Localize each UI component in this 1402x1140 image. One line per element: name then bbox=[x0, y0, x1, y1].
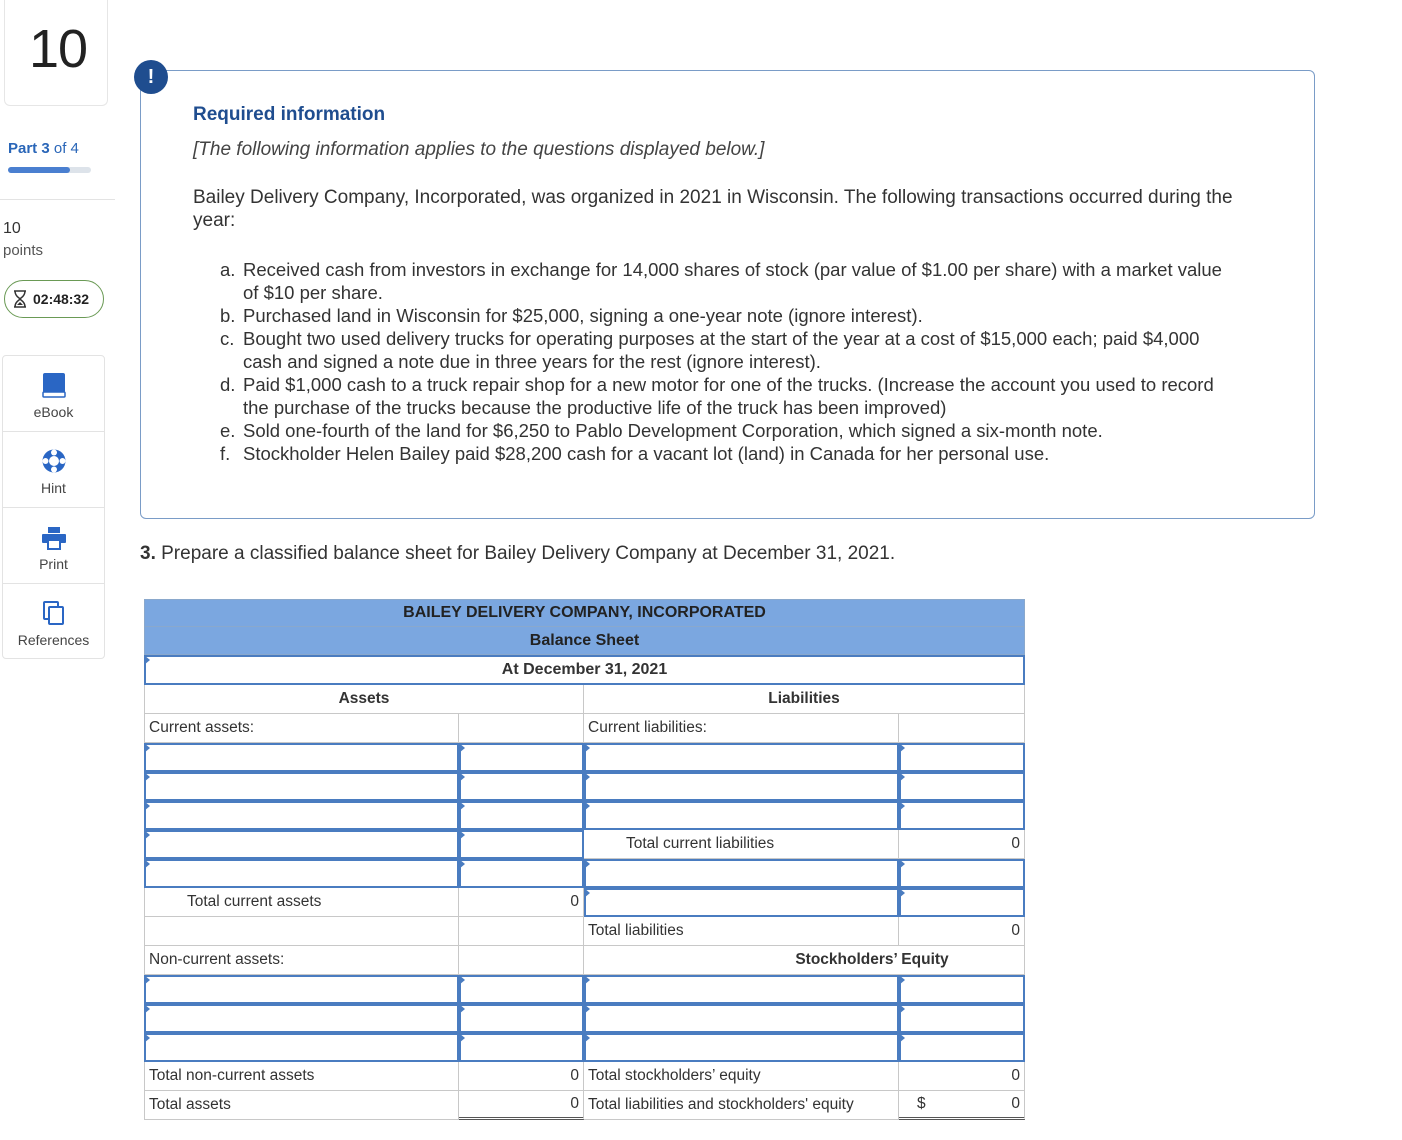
references-button[interactable] bbox=[3, 584, 104, 660]
non-current-asset-account-input[interactable] bbox=[144, 1033, 459, 1062]
hourglass-icon bbox=[13, 290, 27, 308]
hint-label: Hint bbox=[41, 479, 66, 496]
non-current-asset-amount-input[interactable] bbox=[459, 975, 584, 1004]
total-current-assets-value: 0 bbox=[459, 888, 584, 917]
current-asset-amount-input[interactable] bbox=[459, 801, 584, 830]
current-asset-account-input[interactable] bbox=[144, 859, 459, 888]
current-liability-account-input[interactable] bbox=[584, 743, 899, 772]
sidebar-divider bbox=[0, 199, 115, 200]
print-button[interactable] bbox=[3, 508, 104, 584]
balance-sheet-table bbox=[144, 599, 1025, 1120]
ebook-label: eBook bbox=[33, 403, 74, 420]
equity-amount-input[interactable] bbox=[899, 975, 1025, 1004]
statement-name-header: Balance Sheet bbox=[144, 627, 1025, 655]
total-assets-value: 0 bbox=[459, 1091, 584, 1120]
noncurrent-liability-account-input[interactable] bbox=[584, 859, 899, 888]
book-icon bbox=[42, 372, 66, 398]
current-liability-amount-input[interactable] bbox=[899, 801, 1025, 830]
transaction-item: f. Stockholder Helen Bailey paid $28,200 cash for a vacant lot (land) in Canada for her personal use. bbox=[220, 443, 1050, 464]
required-information-title: Required information bbox=[193, 104, 386, 125]
total-non-current-assets-value: 0 bbox=[459, 1062, 584, 1091]
transaction-item: e. Sold one-fourth of the land for $6,250 to Pablo Development Corporation, which signed a six-month note. bbox=[220, 420, 1103, 441]
equity-account-input[interactable] bbox=[584, 1004, 899, 1033]
stockholders-equity-header: Stockholders’ Equity bbox=[584, 946, 1025, 975]
required-information-subtitle: [The following information applies to the questions displayed below.] bbox=[193, 139, 765, 160]
question-text: Prepare a classified balance sheet for Bailey Delivery Company at December 31, 2021. bbox=[155, 543, 896, 564]
current-liability-amount-input[interactable] bbox=[899, 772, 1025, 801]
total-assets-label: Total assets bbox=[144, 1091, 459, 1120]
transaction-item: c. Bought two used delivery trucks for operating purposes at the start of the year at a cost of $15,000 each; paid $4,000 cash and signed a note due in three years for the rest (ignore interest). bbox=[220, 328, 1200, 372]
current-asset-amount-input[interactable] bbox=[459, 772, 584, 801]
current-liability-amount-input[interactable] bbox=[899, 743, 1025, 772]
points-label: points bbox=[3, 242, 44, 259]
tool-panel bbox=[2, 355, 105, 659]
lifebuoy-icon bbox=[41, 448, 67, 474]
ebook-button[interactable] bbox=[3, 356, 104, 432]
non-current-asset-account-input[interactable] bbox=[144, 975, 459, 1004]
part-current: 3 bbox=[41, 140, 50, 157]
non-current-asset-amount-input[interactable] bbox=[459, 1033, 584, 1062]
current-asset-amount-input[interactable] bbox=[459, 830, 584, 859]
current-asset-amount-input[interactable] bbox=[459, 743, 584, 772]
copy-icon bbox=[42, 600, 66, 626]
part-word: Part bbox=[8, 140, 38, 157]
part-indicator bbox=[8, 140, 79, 157]
total-liabilities-value: 0 bbox=[899, 917, 1025, 946]
part-progress-bar bbox=[8, 167, 91, 173]
liabilities-header: Liabilities bbox=[584, 685, 1025, 714]
references-label: References bbox=[17, 632, 90, 648]
non-current-assets-label: Non-current assets: bbox=[144, 946, 459, 975]
equity-amount-input[interactable] bbox=[899, 1033, 1025, 1062]
empty-cell bbox=[144, 917, 459, 946]
equity-account-input[interactable] bbox=[584, 975, 899, 1004]
transaction-list bbox=[220, 258, 1240, 465]
current-asset-amount-input[interactable] bbox=[459, 859, 584, 888]
noncurrent-liability-account-input[interactable] bbox=[584, 888, 899, 917]
empty-cell bbox=[459, 917, 584, 946]
timer-pill[interactable] bbox=[4, 280, 104, 318]
total-current-assets-label: Total current assets bbox=[144, 888, 459, 917]
current-liability-account-input[interactable] bbox=[584, 772, 899, 801]
statement-date-field[interactable]: At December 31, 2021 bbox=[144, 655, 1025, 685]
empty-cell bbox=[459, 946, 584, 975]
current-asset-account-input[interactable] bbox=[144, 772, 459, 801]
transaction-item: d. Paid $1,000 cash to a truck repair shop for a new motor for one of the trucks. (Increase the account you used to record the purchase of the trucks because the productive life of the truck has been improved) bbox=[220, 374, 1214, 418]
empty-cell bbox=[459, 714, 584, 743]
current-asset-account-input[interactable] bbox=[144, 743, 459, 772]
current-asset-account-input[interactable] bbox=[144, 830, 459, 859]
part-total: of 4 bbox=[53, 140, 79, 157]
total-liabilities-label: Total liabilities bbox=[584, 917, 899, 946]
company-name-header: BAILEY DELIVERY COMPANY, INCORPORATED bbox=[144, 599, 1025, 627]
total-stockholders-equity-value: 0 bbox=[899, 1062, 1025, 1091]
total-current-liabilities-label: Total current liabilities bbox=[584, 830, 899, 859]
total-liabilities-and-equity-label: Total liabilities and stockholders' equity bbox=[584, 1091, 899, 1120]
total-current-liabilities-value: 0 bbox=[899, 830, 1025, 859]
current-assets-label: Current assets: bbox=[144, 714, 459, 743]
scenario-intro: Bailey Delivery Company, Incorporated, was organized in 2021 in Wisconsin. The following transactions occurred during the year: bbox=[193, 187, 1233, 231]
part-progress-fill bbox=[8, 167, 70, 173]
current-liabilities-label: Current liabilities: bbox=[584, 714, 899, 743]
non-current-asset-amount-input[interactable] bbox=[459, 1004, 584, 1033]
question-number: 10 bbox=[29, 19, 88, 79]
hint-button[interactable] bbox=[3, 432, 104, 508]
question-prompt bbox=[140, 543, 895, 565]
non-current-asset-account-input[interactable] bbox=[144, 1004, 459, 1033]
currency-symbol: $ bbox=[917, 1095, 926, 1112]
total-liabilities-and-equity-value: 0 bbox=[1011, 1095, 1020, 1112]
total-stockholders-equity-label: Total stockholders’ equity bbox=[584, 1062, 899, 1091]
transaction-item: b. Purchased land in Wisconsin for $25,000, signing a one-year note (ignore interest). bbox=[220, 305, 923, 326]
assets-header: Assets bbox=[144, 685, 584, 714]
transaction-item: a. Received cash from investors in exchange for 14,000 shares of stock (par value of $1.00 per share) with a market value of $10 per share. bbox=[220, 259, 1222, 303]
points-value: 10 bbox=[3, 220, 21, 237]
total-liabilities-and-equity-cell bbox=[899, 1091, 1025, 1120]
alert-icon: ! bbox=[134, 60, 168, 94]
current-liability-account-input[interactable] bbox=[584, 801, 899, 830]
printer-icon bbox=[41, 526, 67, 550]
question-number-box bbox=[4, 0, 108, 106]
question-number-label: 3. bbox=[140, 543, 156, 564]
timer-text: 02:48:32 bbox=[33, 291, 90, 307]
noncurrent-liability-amount-input[interactable] bbox=[899, 859, 1025, 888]
print-label: Print bbox=[39, 555, 68, 572]
equity-account-input[interactable] bbox=[584, 1033, 899, 1062]
empty-cell bbox=[899, 714, 1025, 743]
noncurrent-liability-amount-input[interactable] bbox=[899, 888, 1025, 917]
equity-amount-input[interactable] bbox=[899, 1004, 1025, 1033]
current-asset-account-input[interactable] bbox=[144, 801, 459, 830]
total-non-current-assets-label: Total non-current assets bbox=[144, 1062, 459, 1091]
